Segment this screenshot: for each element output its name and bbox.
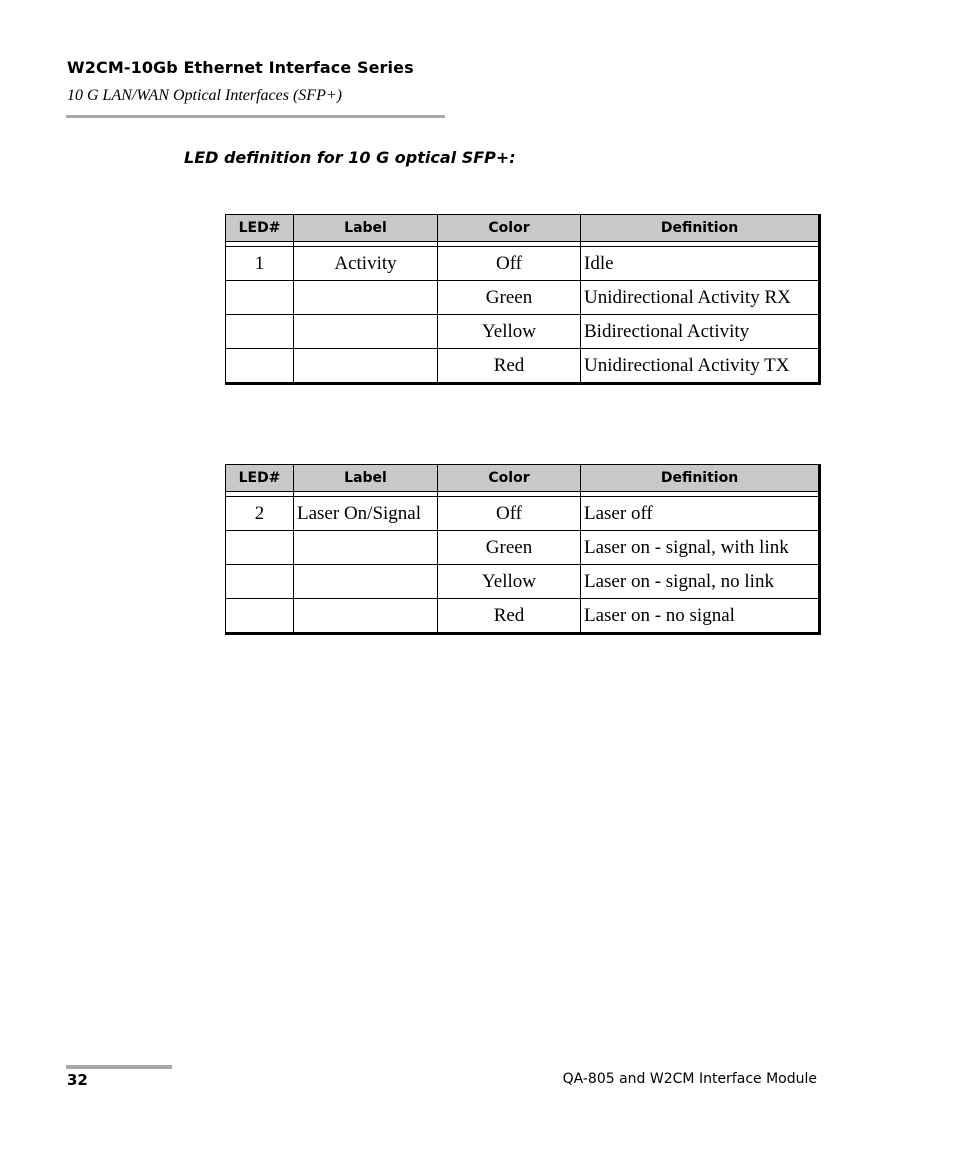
cell-color: Green: [438, 281, 581, 315]
page-number: 32: [67, 1071, 88, 1089]
cell-label: [294, 565, 438, 599]
cell-definition: Laser off: [581, 497, 820, 531]
column-header-color: Color: [438, 215, 581, 242]
cell-led: [226, 349, 294, 384]
cell-color: Off: [438, 247, 581, 281]
cell-definition: Laser on - signal, with link: [581, 531, 820, 565]
table-row: [226, 599, 820, 634]
cell-label: [294, 599, 438, 634]
cell-color: Yellow: [438, 565, 581, 599]
column-header-color: Color: [438, 465, 581, 492]
cell-color: Red: [438, 599, 581, 634]
section-heading: LED definition for 10 G optical SFP+:: [184, 148, 516, 167]
cell-definition: Bidirectional Activity: [581, 315, 820, 349]
column-header-led: LED#: [226, 465, 294, 492]
led-table-laser: [225, 464, 821, 635]
cell-label: [294, 349, 438, 384]
column-header-led: LED#: [226, 215, 294, 242]
cell-color: Green: [438, 531, 581, 565]
table-row: [226, 247, 820, 281]
cell-definition: Unidirectional Activity TX: [581, 349, 820, 384]
cell-color: Red: [438, 349, 581, 384]
cell-color: Off: [438, 497, 581, 531]
cell-label: [294, 315, 438, 349]
cell-label: [294, 531, 438, 565]
header-divider: [66, 115, 445, 118]
cell-led: [226, 565, 294, 599]
cell-label: Laser On/Signal: [294, 497, 438, 531]
document-series-title: W2CM-10Gb Ethernet Interface Series: [67, 58, 414, 77]
cell-definition: Laser on - signal, no link: [581, 565, 820, 599]
cell-led: [226, 531, 294, 565]
cell-definition: Unidirectional Activity RX: [581, 281, 820, 315]
table-row: [226, 281, 820, 315]
cell-color: Yellow: [438, 315, 581, 349]
cell-led: 1: [226, 247, 294, 281]
cell-label: Activity: [294, 247, 438, 281]
table-header-row: [226, 465, 820, 492]
column-header-definition: Definition: [581, 465, 820, 492]
cell-led: [226, 315, 294, 349]
column-header-label: Label: [294, 465, 438, 492]
table-header-row: [226, 215, 820, 242]
table-row: [226, 315, 820, 349]
column-header-definition: Definition: [581, 215, 820, 242]
footer-divider: [66, 1065, 172, 1069]
cell-label: [294, 281, 438, 315]
cell-definition: Laser on - no signal: [581, 599, 820, 634]
cell-definition: Idle: [581, 247, 820, 281]
table-row: [226, 565, 820, 599]
cell-led: [226, 281, 294, 315]
footer-document-title: QA-805 and W2CM Interface Module: [562, 1071, 817, 1087]
document-section-subtitle: 10 G LAN/WAN Optical Interfaces (SFP+): [67, 87, 342, 104]
table-row: [226, 349, 820, 384]
led-table-activity: [225, 214, 821, 385]
cell-led: 2: [226, 497, 294, 531]
table-row: [226, 531, 820, 565]
cell-led: [226, 599, 294, 634]
column-header-label: Label: [294, 215, 438, 242]
table-row: [226, 497, 820, 531]
